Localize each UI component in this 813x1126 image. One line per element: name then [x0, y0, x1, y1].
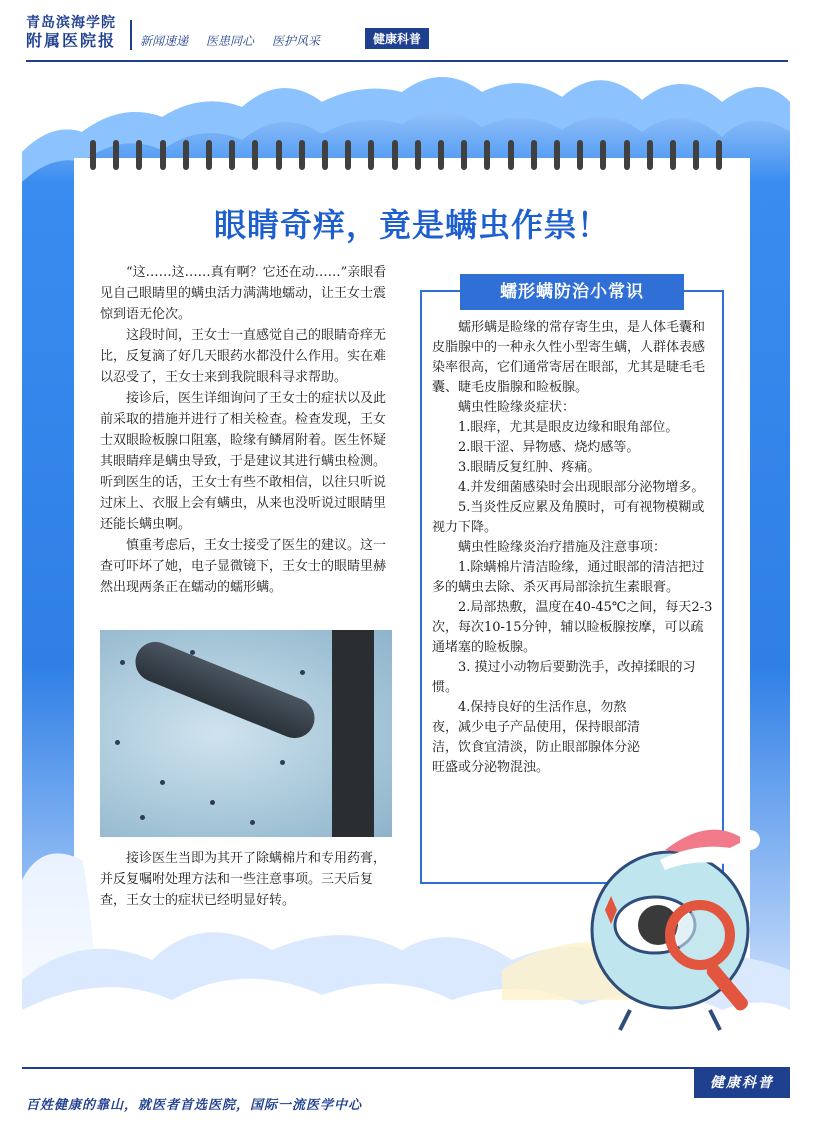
header-divider	[130, 20, 132, 50]
article-title: 眼睛奇痒，竟是螨虫作祟！	[213, 206, 610, 244]
notebook-rings	[90, 140, 740, 180]
notebook-ring	[670, 140, 676, 170]
notebook-ring	[136, 140, 142, 170]
notebook-ring	[600, 140, 606, 170]
notebook-ring	[415, 140, 421, 170]
logo	[26, 14, 136, 50]
notebook-ring	[484, 140, 490, 170]
tip-item: 1.眼痒，尤其是眼皮边缘和眼角部位。	[458, 420, 679, 435]
logo-line2: 附属医院报	[26, 31, 117, 50]
paragraph: 接诊后，医生详细询问了王女士的症状以及此前采取的措施并进行了相关检查。检查发现，王女士双眼睑板腺口阻塞，睑缘有鳞屑附着。医生怀疑其眼睛痒是螨虫导致，于是建议其进行螨虫检测。听到医生的话，王女士有些不敢相信，以往只听说过床上、衣服上会有螨虫，从来也没听说过眼睛里还能长螨虫啊。	[100, 391, 387, 532]
notebook-ring	[577, 140, 583, 170]
notebook-ring	[716, 140, 722, 170]
tip-item: 4.并发细菌感染时会出现眼部分泌物增多。	[458, 480, 705, 495]
nav-item-staff[interactable]: 医护风采	[272, 34, 321, 48]
notebook-ring	[624, 140, 630, 170]
tips-box-body	[432, 318, 714, 778]
footer-slogan: 百姓健康的靠山，就医者首选医院，国际一流医学中心	[26, 1098, 363, 1113]
notebook-ring	[183, 140, 189, 170]
photo-dot	[190, 650, 195, 655]
notebook-ring	[90, 140, 96, 170]
tip-item: 4.保持良好的生活作息，勿熬夜，减少电子产品使用，保持眼部清洁，饮食宜清淡，防止眼部腺体分泌旺盛或分泌物混浊。	[432, 700, 641, 775]
notebook-ring	[647, 140, 653, 170]
header	[0, 0, 813, 62]
photo-dot	[120, 660, 125, 665]
paragraph: 慎重考虑后，王女士接受了医生的建议。这一查可吓坏了她，电子显微镜下，王女士的眼睛里赫然出现两条正在蠕动的蠕形螨。	[100, 538, 387, 595]
notebook-ring	[554, 140, 560, 170]
paragraph: 这段时间，王女士一直感觉自己的眼睛奇痒无比，反复滴了好几天眼药水都没什么作用。实在难以忍受了，王女士来到我院眼科寻求帮助。	[100, 328, 387, 385]
notebook-ring	[392, 140, 398, 170]
logo-line1: 青岛滨海学院	[26, 15, 116, 31]
tip-item: 3. 摸过小动物后要勤洗手，改掉揉眼的习惯。	[432, 660, 696, 695]
tip-heading: 螨虫性睑缘炎症状：	[458, 400, 576, 415]
tips-box-title: 蠕形螨防治小常识	[460, 274, 684, 310]
eye-mascot-icon	[570, 810, 790, 1040]
notebook-ring	[252, 140, 258, 170]
photo-dot	[280, 760, 285, 765]
notebook-ring	[508, 140, 514, 170]
notebook-ring	[299, 140, 305, 170]
notebook-ring	[461, 140, 467, 170]
photo-dot	[115, 740, 120, 745]
notebook-ring	[322, 140, 328, 170]
tip-item: 3.眼睛反复红肿、疼痛。	[458, 460, 601, 475]
notebook-ring	[368, 140, 374, 170]
tip-item: 2.眼干涩、异物感、烧灼感等。	[458, 440, 640, 455]
notebook-ring	[206, 140, 212, 170]
section-nav	[140, 32, 320, 49]
tip-item: 2.局部热敷，温度在40-45℃之间，每天2-3次，每次10-15分钟，辅以睑板腺按摩，可以疏通堵塞的睑板腺。	[432, 600, 713, 655]
tip-item: 5.当炎性反应累及角膜时，可有视物模糊或视力下降。	[432, 500, 705, 535]
tip-item: 1.除螨棉片清洁睑缘，通过眼部的清洁把过多的螨虫去除、杀灭再局部涂抗生素眼膏。	[432, 560, 705, 595]
notebook-ring	[160, 140, 166, 170]
notebook-ring	[531, 140, 537, 170]
notebook-ring	[276, 140, 282, 170]
footer-tag: 健康科普	[694, 1068, 790, 1098]
notebook-ring	[693, 140, 699, 170]
paragraph: “这……这……真有啊？它还在动……”亲眼看见自己眼睛里的螨虫活力满满地蠕动，让王女士震惊到语无伦次。	[100, 265, 387, 322]
notebook-ring	[113, 140, 119, 170]
notebook-ring	[345, 140, 351, 170]
nav-item-news[interactable]: 新闻速递	[140, 34, 189, 48]
tip-heading: 螨虫性睑缘炎治疗措施及注意事项：	[458, 540, 667, 555]
nav-item-doctor-patient[interactable]: 医患同心	[206, 34, 255, 48]
footer-rule	[22, 1067, 790, 1069]
mite-image	[129, 636, 320, 744]
nav-item-health[interactable]: 健康科普	[365, 28, 429, 49]
photo-dot	[300, 670, 305, 675]
notebook-ring	[438, 140, 444, 170]
tip-paragraph: 蠕形螨是睑缘的常存寄生虫，是人体毛囊和皮脂腺中的一种永久性小型寄生螨，人群体表感染率很高，它们通常寄居在眼部，尤其是睫毛毛囊、睫毛皮脂腺和睑板腺。	[432, 320, 706, 395]
photo-dot	[160, 780, 165, 785]
paragraph: 接诊医生当即为其开了除螨棉片和专用药膏，并反复嘱咐处理方法和一些注意事项。三天后复查，王女士的症状已经明显好转。	[100, 851, 387, 908]
notebook-ring	[229, 140, 235, 170]
article-body	[100, 262, 392, 598]
